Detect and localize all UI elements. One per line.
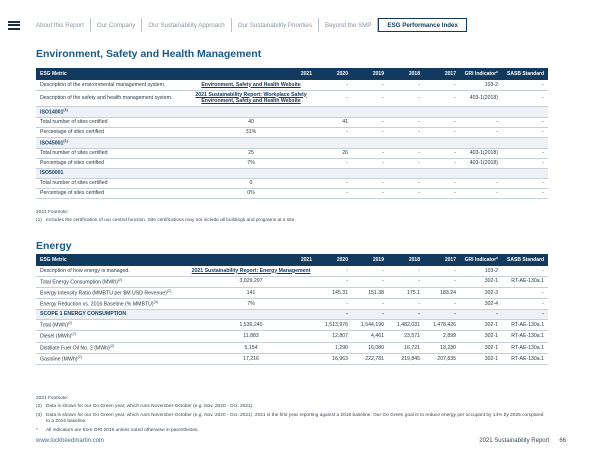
table-cell: - <box>352 90 388 106</box>
table-cell: Total number of sites certified <box>36 178 186 188</box>
energy-section-title: Energy <box>36 240 72 252</box>
subheader-cell <box>502 106 548 117</box>
page-number: 66 <box>559 438 566 444</box>
table-cell: - <box>502 188 548 198</box>
table-cell: - <box>388 266 424 276</box>
table-cell: 1,536,240 <box>186 320 316 331</box>
table-cell: - <box>424 127 460 137</box>
subheader-cell <box>460 106 502 117</box>
footnote <box>36 413 546 426</box>
table-row <box>36 90 548 106</box>
report-link[interactable]: 2021 Sustainability Report: Workplace Safety Environment, Safety and Health Website <box>186 90 316 106</box>
table-cell: - <box>502 287 548 298</box>
table-cell: 1,482,031 <box>388 320 424 331</box>
column-header: ESG Metric <box>36 254 186 266</box>
table-row <box>36 276 548 287</box>
table-row <box>36 158 548 168</box>
table-cell: 141 <box>186 287 316 298</box>
footnote <box>36 428 546 434</box>
subheader-cell <box>352 106 388 117</box>
report-link[interactable]: Environment, Safety and Health Website <box>186 80 316 90</box>
subheader-cell <box>460 137 502 148</box>
subheader-cell <box>186 106 316 117</box>
table-row <box>36 148 548 158</box>
table-cell: 1,513,976 <box>316 320 352 331</box>
subheader-cell: - <box>502 310 548 320</box>
subheader-cell <box>388 137 424 148</box>
env-table <box>36 68 548 199</box>
table-cell: - <box>352 178 388 188</box>
table-cell: 403-1(2018) <box>460 158 502 168</box>
table-cell: - <box>316 80 352 90</box>
table-row <box>36 342 548 353</box>
table-cell: - <box>388 158 424 168</box>
hamburger-menu-icon[interactable] <box>8 21 20 30</box>
table-cell: 18,230 <box>424 342 460 353</box>
top-nav <box>8 18 592 32</box>
subheader-cell <box>424 168 460 178</box>
table-cell: 5,154 <box>186 342 316 353</box>
subheader-cell <box>388 168 424 178</box>
table-cell: - <box>502 80 548 90</box>
energy-footnotes <box>36 396 546 434</box>
table-cell: - <box>316 158 352 168</box>
column-header: 2019 <box>352 254 388 266</box>
subheader-cell <box>502 168 548 178</box>
table-cell: - <box>502 127 548 137</box>
table-cell: 145.31 <box>316 287 352 298</box>
footnote-text: Data is shown for our Go Green year, which runs November-October (e.g. Nov. 2020 - Oct. 2021). <box>46 404 254 410</box>
table-cell: RT-AE-130a.1 <box>502 320 548 331</box>
table-cell: - <box>502 158 548 168</box>
table-cell: 0 <box>186 178 316 188</box>
table-cell: - <box>316 266 352 276</box>
table-subheader-row <box>36 106 548 117</box>
table-cell: - <box>388 188 424 198</box>
table-cell: 4,461 <box>352 331 388 342</box>
column-header: 2018 <box>388 254 424 266</box>
table-cell: - <box>502 148 548 158</box>
table-cell: 302-1 <box>460 276 502 287</box>
env-footnote-title: 2021 Footnote: <box>36 210 69 215</box>
table-cell: 103-2 <box>460 266 502 276</box>
footer-report-title: 2021 Sustainability Report <box>479 438 550 444</box>
table-cell: 3,029,297 <box>186 276 316 287</box>
footnote-text: Includes the certification of our central function. Site certifications may not include all buildings and programs at a site. <box>46 218 296 224</box>
table-cell: - <box>502 266 548 276</box>
table-cell: Percentage of sites certified <box>36 188 186 198</box>
table-cell: - <box>424 266 460 276</box>
column-header: SASB Standard <box>502 68 548 80</box>
table-cell: - <box>316 90 352 106</box>
table-subheader-row <box>36 310 548 320</box>
table-cell: RT-AE-130a.1 <box>502 342 548 353</box>
table-cell: - <box>388 276 424 287</box>
table-cell: - <box>424 90 460 106</box>
footnote <box>36 404 546 410</box>
nav-tabs <box>30 18 592 32</box>
subheader-cell <box>316 106 352 117</box>
table-cell: 41 <box>316 117 352 127</box>
table-cell: 151.38 <box>352 287 388 298</box>
table-cell: RT-AE-130a.1 <box>502 353 548 364</box>
column-header: 2020 <box>316 68 352 80</box>
table-cell: - <box>388 90 424 106</box>
table-cell: Diesel (MWh)$^{(2)}$ <box>36 331 186 342</box>
subheader-cell <box>186 310 316 320</box>
table-cell: Description of the safety and health management system. <box>36 90 186 106</box>
footnote <box>36 218 546 224</box>
nav-tab[interactable]: Our Sustainability Priorities <box>232 18 319 32</box>
table-cell: 25 <box>186 148 316 158</box>
subheader-label: ISO45001$^{(1)}$ <box>36 137 186 148</box>
table-cell: - <box>352 80 388 90</box>
table-cell: - <box>352 188 388 198</box>
footer-url-link[interactable]: www.lockheedmartin.com <box>36 438 105 444</box>
nav-tab[interactable]: Beyond the SMP <box>319 18 378 32</box>
subheader-cell: - <box>316 310 352 320</box>
table-cell: 219,845 <box>388 353 424 364</box>
nav-tab[interactable]: Our Company <box>91 18 143 32</box>
subheader-cell <box>388 106 424 117</box>
table-cell: 183.24 <box>424 287 460 298</box>
column-header: 2019 <box>352 68 388 80</box>
table-cell: - <box>502 178 548 188</box>
energy-footnote-title: 2021 Footnote: <box>36 396 69 401</box>
table-cell: 23,571 <box>388 331 424 342</box>
table-cell: - <box>460 178 502 188</box>
table-cell: RT-AE-130a.1 <box>502 331 548 342</box>
subheader-label: SCOPE 1 ENERGY CONSUMPTION <box>36 310 186 320</box>
table-cell: 11,883 <box>186 331 316 342</box>
table-row <box>36 178 548 188</box>
energy-table <box>36 254 548 365</box>
footnote-mark: (3) <box>36 412 42 418</box>
table-cell: 7% <box>186 298 316 309</box>
subheader-cell <box>186 168 316 178</box>
table-cell: - <box>424 148 460 158</box>
table-cell: 207,835 <box>424 353 460 364</box>
table-cell: - <box>460 188 502 198</box>
table-cell: - <box>352 298 388 309</box>
table-cell: 302-4 <box>460 298 502 309</box>
table-cell: - <box>424 178 460 188</box>
table-cell: - <box>460 117 502 127</box>
nav-tab[interactable]: ESG Performance Index <box>378 18 467 32</box>
subheader-cell: - <box>352 310 388 320</box>
table-cell: 302-1 <box>460 353 502 364</box>
table-cell: 1,544,190 <box>352 320 388 331</box>
table-cell: Energy Intensity Ratio (MMBTU per $M USD Revenue)$^{(2)}$ <box>36 287 186 298</box>
table-cell: - <box>460 127 502 137</box>
column-header: 2018 <box>388 68 424 80</box>
table-cell: - <box>352 127 388 137</box>
table-cell: 103-2 <box>460 80 502 90</box>
subheader-label: ISO14001$^{(1)}$ <box>36 106 186 117</box>
table-cell: 7% <box>186 158 316 168</box>
table-row <box>36 117 548 127</box>
table-cell: - <box>352 266 388 276</box>
subheader-cell: - <box>424 310 460 320</box>
table-cell: - <box>502 90 548 106</box>
subheader-cell <box>424 106 460 117</box>
table-cell: 1,290 <box>316 342 352 353</box>
table-cell: - <box>352 117 388 127</box>
footnote-mark: (2) <box>36 404 42 410</box>
table-cell: - <box>424 80 460 90</box>
footnote-mark: * <box>36 427 38 433</box>
table-cell: 403-1(2018) <box>460 90 502 106</box>
column-header: ESG Metric <box>36 68 186 80</box>
column-header: GRI Indicator* <box>460 68 502 80</box>
subheader-cell <box>352 168 388 178</box>
footnote-text: All indicators are from GRI 2016 unless noted otherwise in parentheses. <box>46 427 199 433</box>
table-cell: 175.1 <box>388 287 424 298</box>
table-cell: 0% <box>186 188 316 198</box>
table-cell: 26 <box>316 148 352 158</box>
table-row <box>36 266 548 276</box>
table-cell: - <box>316 298 352 309</box>
table-row <box>36 331 548 342</box>
table-cell: 302-1 <box>460 342 502 353</box>
table-cell: - <box>388 80 424 90</box>
table-row <box>36 298 548 309</box>
table-cell: Description of the environmental management system. <box>36 80 186 90</box>
table-cell: 16,080 <box>352 342 388 353</box>
table-cell: - <box>424 276 460 287</box>
table-subheader-row <box>36 137 548 148</box>
table-row <box>36 127 548 137</box>
column-header: 2021 <box>186 68 316 80</box>
table-cell: 302-1 <box>460 320 502 331</box>
table-row <box>36 188 548 198</box>
nav-tab[interactable]: About this Report <box>30 18 91 32</box>
table-cell: - <box>424 158 460 168</box>
column-header: 2017 <box>424 68 460 80</box>
table-cell: 40 <box>186 117 316 127</box>
subheader-cell: - <box>388 310 424 320</box>
subheader-label: ISO50001 <box>36 168 186 178</box>
report-link[interactable]: 2021 Sustainability Report: Energy Management <box>186 266 316 276</box>
env-footnotes <box>36 210 546 225</box>
table-cell: 1,478,426 <box>424 320 460 331</box>
table-cell: - <box>388 117 424 127</box>
table-cell: - <box>352 148 388 158</box>
subheader-cell <box>502 137 548 148</box>
table-cell: - <box>388 127 424 137</box>
table-cell: - <box>388 148 424 158</box>
table-cell: - <box>388 178 424 188</box>
table-cell: 302-3 <box>460 287 502 298</box>
table-cell: RT-AE-130a.1 <box>502 276 548 287</box>
table-cell: Energy Reduction vs. 2016 Baseline (% MMBTU)$^{(3)}$ <box>36 298 186 309</box>
table-cell: - <box>424 298 460 309</box>
table-cell: - <box>502 117 548 127</box>
table-row <box>36 287 548 298</box>
subheader-cell <box>460 168 502 178</box>
subheader-cell <box>316 168 352 178</box>
table-cell: 2,899 <box>424 331 460 342</box>
table-cell: 17,216 <box>186 353 316 364</box>
table-cell: - <box>316 127 352 137</box>
table-cell: - <box>502 298 548 309</box>
table-cell: - <box>316 276 352 287</box>
subheader-cell <box>352 137 388 148</box>
table-row <box>36 80 548 90</box>
table-cell: Total Energy Consumption (MWh)$^{(2)}$ <box>36 276 186 287</box>
table-row <box>36 320 548 331</box>
table-cell: 16,721 <box>388 342 424 353</box>
column-header: GRI Indicator* <box>460 254 502 266</box>
subheader-cell <box>316 137 352 148</box>
column-header: 2020 <box>316 254 352 266</box>
column-header: 2021 <box>186 254 316 266</box>
table-cell: - <box>352 158 388 168</box>
table-cell: - <box>424 188 460 198</box>
footnote-mark: (1) <box>36 218 42 224</box>
table-row <box>36 353 548 364</box>
table-cell: Distillate Fuel Oil No. 2 (MWh)$^{(2)}$ <box>36 342 186 353</box>
table-cell: - <box>316 178 352 188</box>
table-cell: Total (MWh)$^{(2)}$ <box>36 320 186 331</box>
nav-tab[interactable]: Our Sustainability Approach <box>142 18 231 32</box>
subheader-cell <box>186 137 316 148</box>
subheader-cell: - <box>460 310 502 320</box>
table-cell: Percentage of sites certified <box>36 127 186 137</box>
column-header: 2017 <box>424 254 460 266</box>
table-cell: Description of how energy is managed. <box>36 266 186 276</box>
table-cell: 12,807 <box>316 331 352 342</box>
footer <box>36 438 566 444</box>
table-cell: Total number of sites certified <box>36 117 186 127</box>
table-cell: - <box>316 188 352 198</box>
table-subheader-row <box>36 168 548 178</box>
env-section-title: Environment, Safety and Health Management <box>36 48 262 60</box>
column-header: SASB Standard <box>502 254 548 266</box>
subheader-cell <box>424 137 460 148</box>
table-cell: - <box>388 298 424 309</box>
table-cell: 31% <box>186 127 316 137</box>
table-cell: Gasoline (MWh)$^{(2)}$ <box>36 353 186 364</box>
table-cell: Percentage of sites certified <box>36 158 186 168</box>
table-cell: 16,963 <box>316 353 352 364</box>
table-cell: Total number of sites certified <box>36 148 186 158</box>
table-cell: 222,781 <box>352 353 388 364</box>
footnote-text: Data is shown for our Go Green year, which runs November-October (e.g. Nov. 2020 - Oct. 2021). 2021 is the first year reporting against a 2016 baseline. Our Go Green goal is to reduce energy per occupant by 14% by 2025 compared to a 2016 baseline. <box>46 412 544 425</box>
table-cell: - <box>352 276 388 287</box>
table-cell: 302-1 <box>460 331 502 342</box>
table-cell: 403-1(2018) <box>460 148 502 158</box>
table-cell: - <box>424 117 460 127</box>
